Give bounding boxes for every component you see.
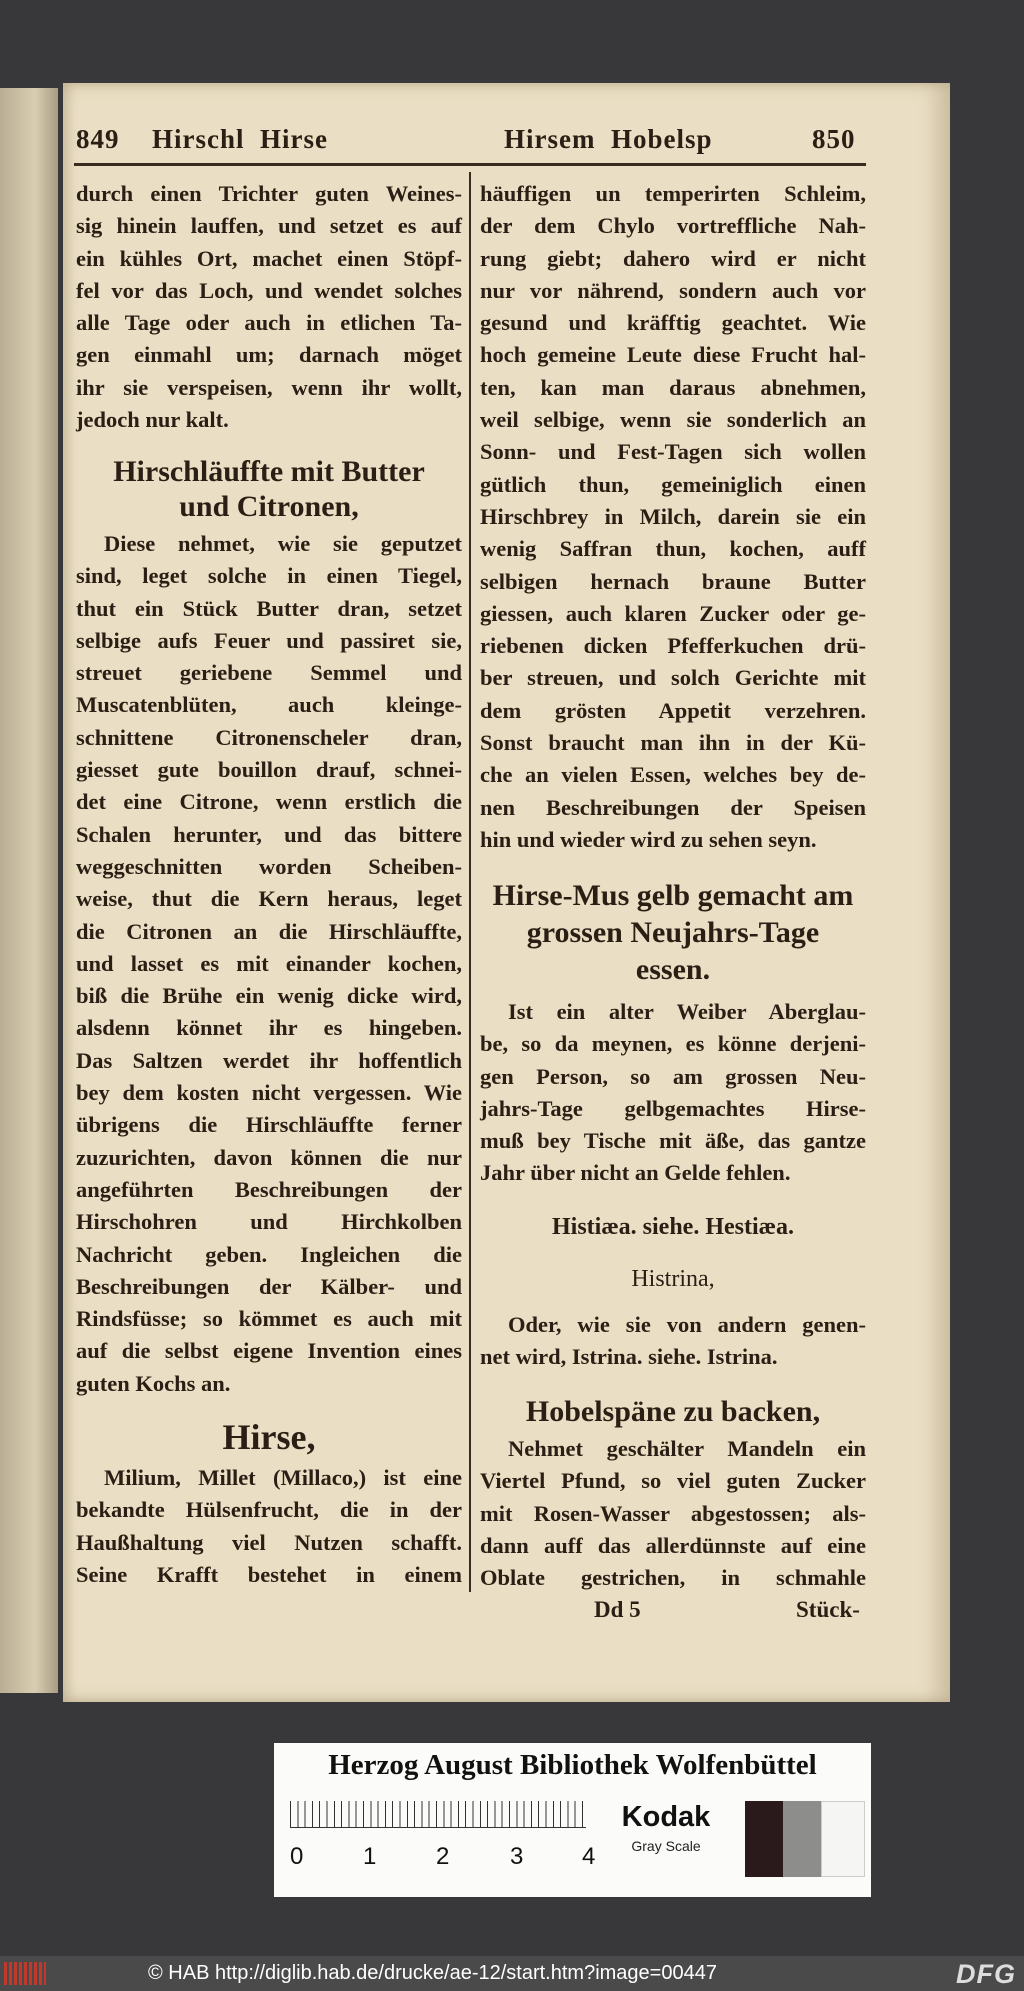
paragraph	[76, 178, 462, 436]
scale-number: 3	[510, 1843, 524, 1870]
paragraph	[76, 1462, 462, 1591]
text-line: jahrs-Tage gelbgemachtes Hirse-	[480, 1095, 866, 1121]
text-line: dem grösten Appetit verzehren.	[480, 697, 866, 723]
text-line: Sonst braucht man ihn in der Kü-	[480, 730, 866, 756]
text-line: weggeschnitten worden Scheiben-	[76, 853, 462, 879]
footer-link[interactable]: © HAB http://diglib.hab.de/drucke/ae-12/start.htm?image=00447	[148, 1962, 717, 1984]
text-line: Milium, Millet (Millaco,) ist eine	[104, 1465, 462, 1490]
heading-line: Histrina,	[631, 1266, 715, 1292]
catchword: Stück-	[796, 1597, 860, 1622]
text-line: bey dem kosten nicht vergessen. Wie	[76, 1080, 462, 1106]
scale-number: 2	[436, 1843, 450, 1870]
text-line: net wird, Istrina. siehe. Istrina.	[480, 1344, 778, 1370]
text-line: weil selbige, wenn sie sonderlich an	[480, 407, 866, 433]
heading-line: und Citronen,	[179, 490, 359, 523]
text-line: det eine Citrone, wenn erstlich die	[76, 789, 462, 815]
text-line: ber streuen, und solch Gerichte mit	[480, 665, 866, 691]
hab-logo-icon	[4, 1962, 46, 1985]
heading-line: Hirse,	[222, 1417, 316, 1457]
entry-heading	[76, 454, 462, 524]
text-line: Oder, wie sie von andern genen-	[508, 1312, 866, 1337]
right-page-number: 850	[812, 124, 856, 154]
text-line: selbigen hernach braune Butter	[480, 568, 866, 594]
text-line: ihr sie verspeisen, wenn ihr wollt,	[76, 374, 462, 400]
text-line: wenig Saffran thun, kochen, auff	[480, 536, 866, 562]
text-line: hoch gemeine Leute diese Frucht hal-	[480, 342, 866, 368]
text-line: streuet geriebene Semmel und	[76, 660, 462, 686]
paragraph	[76, 528, 462, 1400]
paragraph	[480, 178, 866, 856]
text-line: Beschreibungen der Kälber- und	[76, 1273, 462, 1299]
text-line: Ist ein alter Weiber Aberglau-	[508, 999, 866, 1024]
text-line: Haußhaltung viel Nutzen schafft.	[76, 1529, 462, 1555]
text-line: Hirschohren und Hirchkolben	[76, 1209, 462, 1235]
text-line: die Citronen an die Hirschläuffte,	[76, 918, 462, 944]
left-running-head: Hirschl Hirse	[152, 124, 328, 154]
text-line: selbige aufs Feuer und passiret sie,	[76, 627, 462, 653]
text-line: Diese nehmet, wie sie geputzet	[104, 531, 462, 556]
cross-reference	[480, 1211, 866, 1243]
institution-name: Herzog August Bibliothek Wolfenbüttel	[328, 1749, 817, 1781]
column-divider	[469, 172, 471, 1592]
text-line: häuffigen un temperirten Schleim,	[480, 181, 866, 206]
text-line: zuzurichten, davon können die nur	[76, 1144, 462, 1170]
text-line: gen Person, so am grossen Neu-	[480, 1063, 866, 1089]
text-line: rung giebt; dahero wird er nicht	[480, 245, 866, 271]
scale-number: 1	[363, 1843, 377, 1870]
text-line: giesset gute bouillon drauf, schnei-	[76, 757, 462, 783]
text-line: Rindsfüsse; so kömmet es auch mit	[76, 1306, 462, 1332]
footer-bar	[0, 1956, 1024, 1991]
entry-heading	[480, 1394, 866, 1429]
text-line: Sonn- und Fest-Tagen sich wollen	[480, 439, 866, 465]
text-line: nen Beschreibungen der Speisen	[480, 794, 866, 820]
text-line: sind, leget solche in einen Tiegel,	[76, 563, 462, 589]
gray-scale-label: Gray Scale	[631, 1838, 701, 1854]
text-line: auf die selbst eigene Invention eines	[76, 1338, 462, 1364]
text-line: Seine Krafft bestehet in einem	[76, 1561, 462, 1587]
text-line: Hirschbrey in Milch, darein sie ein	[480, 503, 866, 529]
text-line: fel vor das Loch, und wendet solches	[76, 277, 462, 303]
text-line: weise, thut die Kern heraus, leget	[76, 886, 462, 912]
left-page-number: 849	[76, 124, 120, 154]
text-line: gen einmahl um; darnach möget	[76, 342, 462, 368]
entry-heading	[480, 877, 866, 988]
heading-line: Histiæa. siehe. Hestiæa.	[552, 1214, 794, 1240]
text-line: biß die Brühe ein wenig dicke wird,	[76, 983, 462, 1009]
text-line: Oblate gestrichen, in schmahle	[480, 1565, 866, 1591]
text-line: guten Kochs an.	[76, 1370, 231, 1396]
heading-line: Hirschläuffte mit Butter	[113, 455, 425, 488]
scale-number: 4	[582, 1843, 596, 1870]
kodak-logo: Kodak	[621, 1801, 711, 1833]
gray-patch-mid	[783, 1801, 821, 1877]
text-line: Schalen herunter, und das bittere	[76, 821, 462, 847]
paragraph	[480, 1309, 866, 1374]
heading-line: Hobelspäne zu backen,	[525, 1395, 821, 1428]
text-line: jedoch nur kalt.	[76, 407, 229, 433]
text-line: übrigens die Hirschläuffte ferner	[76, 1112, 462, 1138]
header-rule	[74, 163, 866, 166]
paragraph	[480, 996, 866, 1190]
text-line: alsdenn könnet ihr es hingeben.	[76, 1015, 462, 1041]
text-line: bekandte Hülsenfrucht, die in der	[76, 1497, 462, 1523]
scale-number: 0	[290, 1843, 304, 1870]
text-line: gesund und kräfftig geachtet. Wie	[480, 310, 866, 336]
heading-line: essen.	[635, 953, 711, 986]
text-line: ein kühles Ort, machet einen Stöpf-	[76, 245, 462, 271]
paragraph	[480, 1433, 866, 1594]
text-line: ten, kan man daraus abnehmen,	[480, 374, 866, 400]
text-line: Muscatenblüten, auch kleinge-	[76, 692, 462, 718]
text-line: der dem Chylo vortreffliche Nah-	[480, 213, 866, 239]
ruler-baseline	[290, 1827, 586, 1828]
dfg-logo: DFG	[956, 1959, 1016, 1989]
text-line: che an vielen Essen, welches bey de-	[480, 762, 866, 788]
text-line: gütlich thun, gemeiniglich einen	[480, 471, 866, 497]
text-line: Viertel Pfund, so viel guten Zucker	[480, 1468, 866, 1494]
text-line: hin und wieder wird zu sehen seyn.	[480, 826, 817, 852]
text-line: Das Saltzen werdet ihr hoffentlich	[76, 1047, 462, 1073]
cross-reference	[480, 1263, 866, 1295]
heading-line: grossen Neujahrs-Tage	[526, 916, 820, 949]
text-line: durch einen Trichter guten Weines-	[76, 181, 462, 206]
text-line: muß bey Tische mit äße, das gantze	[480, 1128, 866, 1154]
text-line: Jahr über nicht an Gelde fehlen.	[480, 1160, 791, 1186]
signature-mark: Dd 5	[594, 1597, 641, 1622]
text-line: sig hinein lauffen, und setzet es auf	[76, 213, 462, 239]
text-line: thut ein Stück Butter dran, setzet	[76, 595, 462, 621]
ruler-ticks	[290, 1801, 586, 1827]
text-line: Nachricht geben. Ingleichen die	[76, 1241, 462, 1267]
text-line: Nehmet geschälter Mandeln ein	[508, 1436, 866, 1461]
heading-line: Hirse-Mus gelb gemacht am	[492, 879, 854, 912]
text-line: giessen, auch klaren Zucker oder ge-	[480, 600, 866, 626]
previous-page-edge	[0, 88, 58, 1693]
text-line: nur vor nährend, sondern auch vor	[480, 277, 866, 303]
right-running-head: Hirsem Hobelsp	[504, 124, 713, 154]
text-line: schnittene Citronenscheler dran,	[76, 724, 462, 750]
gray-patch-white	[821, 1801, 865, 1877]
text-line: und lasset es mit einander kochen,	[76, 950, 462, 976]
text-line: riebenen dicken Pfefferkuchen drü-	[480, 633, 866, 659]
text-line: be, so da meynen, es könne derjeni-	[480, 1031, 866, 1057]
text-line: dann auff das allerdünnste auf eine	[480, 1532, 866, 1558]
color-card	[274, 1743, 871, 1897]
text-line: mit Rosen-Wasser abgestossen; als-	[480, 1500, 866, 1526]
entry-heading	[76, 1417, 462, 1457]
text-line: angeführten Beschreibungen der	[76, 1176, 462, 1202]
gray-patch-dark	[745, 1801, 783, 1877]
text-line: alle Tage oder auch in etlichen Ta-	[76, 310, 462, 336]
